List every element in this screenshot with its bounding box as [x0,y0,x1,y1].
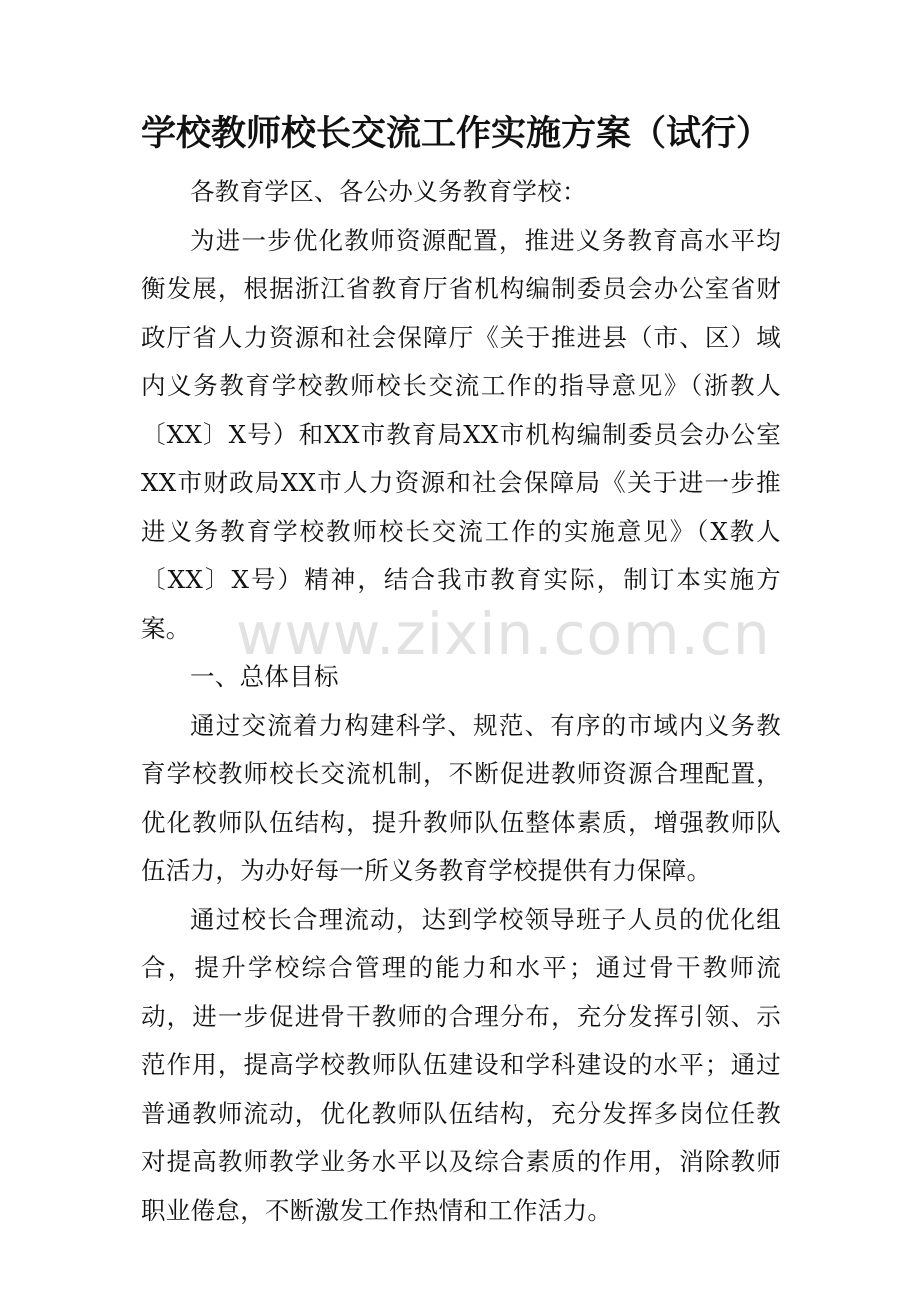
document-title: 学校教师校长交流工作实施方案（试行） [141,113,772,154]
paragraph-intro: 为进一步优化教师资源配置，推进义务教育高水平均衡发展，根据浙江省教育厅省机构编制委员会办公室省财政厅省人力资源和社会保障厅《关于推进县（市、区）域内义务教育学校教师校长交流工作的指导意见》（浙教人〔XX〕X号）和XX市教育局XX市机构编制委员会办公室XX市财政局XX市人力资源和社会保障局《关于进一步推进义务教育学校教师校长交流工作的实施意见》（X教人〔XX〕X号）精神，结合我市教育实际，制订本实施方案。 [141,225,781,643]
document-page [141,108,781,1235]
salutation: 各教育学区、各公办义务教育学校： [190,177,587,206]
paragraph-goal-1: 通过交流着力构建科学、规范、有序的市域内义务教育学校教师校长交流机制，不断促进教师资源合理配置，优化教师队伍结构，提升教师队伍整体素质，增强教师队伍活力，为办好每一所义务教育学校提供有力保障。 [141,710,781,885]
section-heading-overall-goal: 一、总体目标 [190,662,339,691]
paragraph-goal-2: 通过校长合理流动，达到学校领导班子人员的优化组合，提升学校综合管理的能力和水平；通过骨干教师流动，进一步促进骨干教师的合理分布，充分发挥引领、示范作用，提高学校教师队伍建设和学科建设的水平；通过普通教师流动，优化教师队伍结构，充分发挥多岗位任教对提高教师教学业务水平以及综合素质的作用，消除教师职业倦怠，不断激发工作热情和工作活力。 [141,904,781,1225]
watermark: www.zixin.com.cn [236,600,771,668]
